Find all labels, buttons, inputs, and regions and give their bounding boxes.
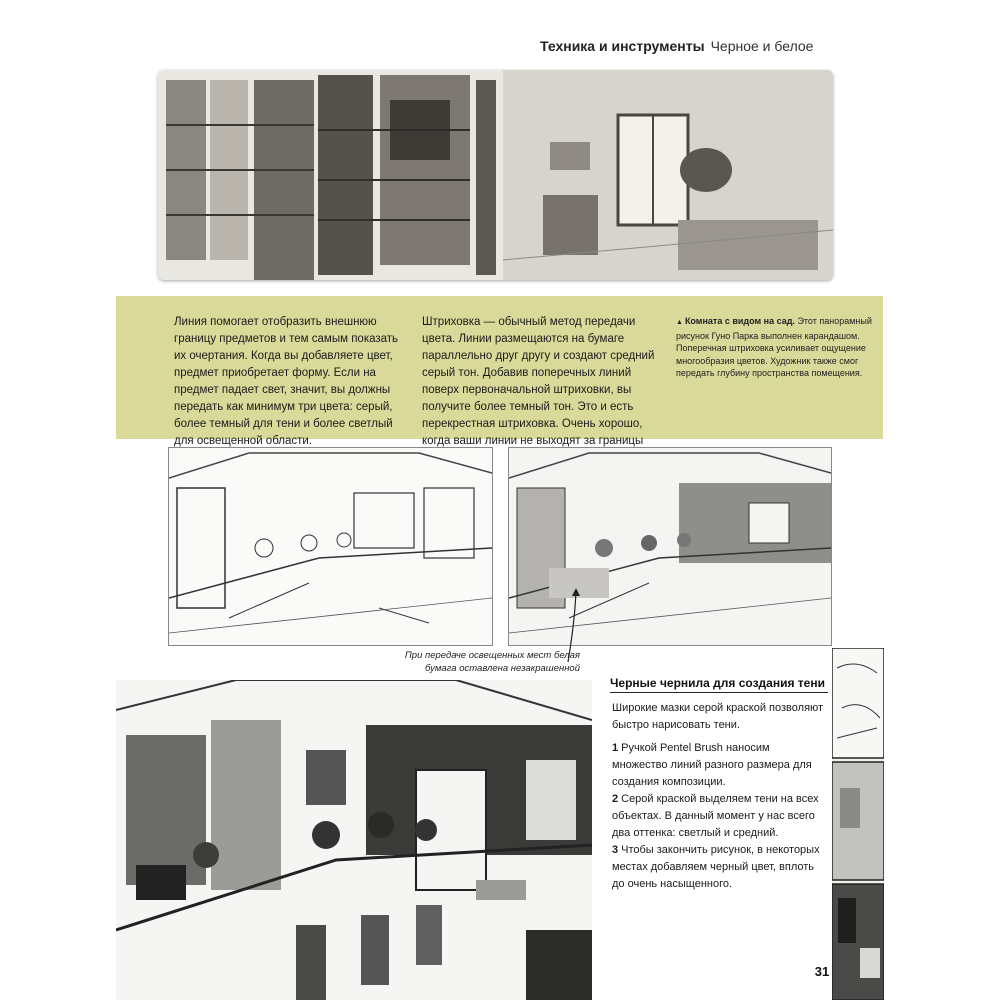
side-intro-text: Широкие мазки серой краской позволяют быстро нарисовать тени. <box>612 702 824 731</box>
step-text: Серой краской выделяем тени на всех объектах. В данный момент у нас всего два оттенка: светлый и средний. <box>612 793 819 839</box>
step-1 <box>612 740 828 791</box>
step-text: Ручкой Pentel Brush наносим множество линий разного размера для создания композиции. <box>612 742 812 788</box>
text-column-2: Штриховка — обычный метод передачи цвета. Линии размещаются на бумаге параллельно друг другу и создают средний серый тон. Добавив поперечных линий поверх первоначальной штриховки, вы получите более темный тон. Это и есть перекрестная штриховка. Очень хорошо, когда ваши линии не выходят за границы <box>422 316 655 447</box>
step-text: Чтобы закончить рисунок, в некоторых местах добавляем черный цвет, вплоть до очень насыщенного. <box>612 844 820 890</box>
cafe-gray-sketch <box>508 447 832 646</box>
caption-text: Этот панорамный рисунок Гуно Парка выполнен карандашом. Поперечная штриховка усиливает ощущение многообразия цветов. Художник также смог передать глубину пространства помещения. <box>676 316 872 378</box>
step-number: 1 <box>612 742 619 754</box>
panorama-caption <box>676 315 876 380</box>
cafe-line-sketch <box>168 447 493 646</box>
side-section-title: Черные чернила для создания тени <box>610 676 825 690</box>
page-number: 31 <box>814 964 830 979</box>
step-3 <box>612 842 828 893</box>
caption-title: Комната с видом на сад. <box>684 316 795 326</box>
step-2 <box>612 791 828 842</box>
text-column-1: Линия помогает отобразить внешнюю границу предметов и тем самым показать их очертания. Когда вы добавляете цвет, предмет приобретает форму. Если на предмет падает свет, значит, вы должны передать как минимум три цвета: серый, более темный для тени и более светлый для освещенной области. <box>174 316 399 447</box>
step-number: 2 <box>612 793 619 805</box>
panorama-illustration <box>158 70 833 280</box>
cafe-ink-wash-illustration <box>116 680 592 1000</box>
subsection-title: Черное и белое <box>710 38 814 54</box>
step-thumbnail-strip <box>832 648 884 1000</box>
annotation-note: При передаче освещенных мест белая бумага оставлена незакрашенной <box>404 650 580 674</box>
title-underline <box>610 692 828 693</box>
triangle-up-icon: ▲ <box>676 319 683 326</box>
running-header <box>540 38 840 60</box>
step-number: 3 <box>612 844 619 856</box>
section-title: Техника и инструменты <box>540 38 705 54</box>
